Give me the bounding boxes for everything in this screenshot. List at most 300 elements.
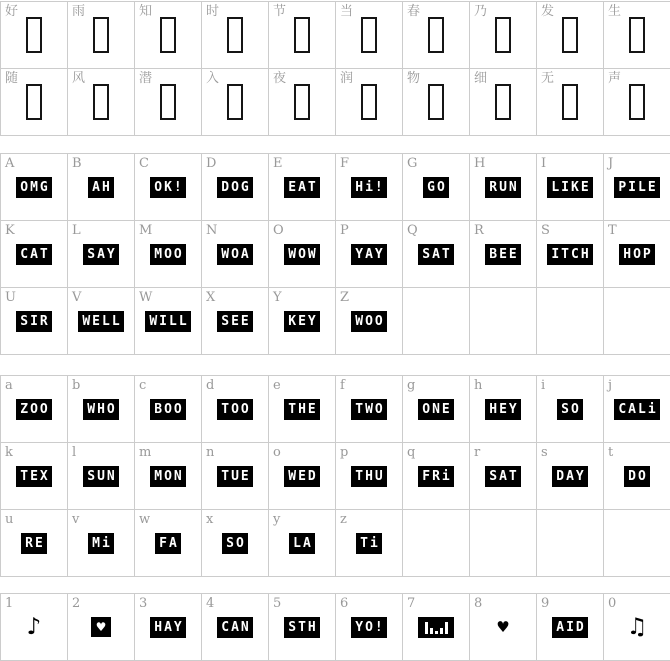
cell-label: G bbox=[407, 156, 418, 171]
cell-label: u bbox=[5, 512, 14, 527]
missing-glyph-box bbox=[428, 17, 444, 53]
glyph-area bbox=[202, 510, 268, 576]
glyph-area bbox=[537, 154, 603, 220]
charmap-cell bbox=[1, 443, 68, 510]
word-box-glyph: EAT bbox=[284, 177, 319, 198]
word-box-glyph: OMG bbox=[16, 177, 51, 198]
glyph-area bbox=[269, 443, 335, 509]
word-box-glyph: CAN bbox=[217, 617, 252, 638]
cell-label: z bbox=[340, 512, 347, 527]
cell-label: L bbox=[72, 223, 81, 238]
missing-glyph-box bbox=[26, 84, 42, 120]
charmap-cell bbox=[537, 69, 604, 136]
charmap-cell bbox=[269, 594, 336, 661]
word-box-glyph: STH bbox=[284, 617, 319, 638]
glyph-area bbox=[537, 69, 603, 135]
glyph-area bbox=[68, 288, 134, 354]
cell-label: v bbox=[72, 512, 80, 527]
glyph-area bbox=[68, 594, 134, 660]
cell-label: B bbox=[72, 156, 82, 171]
glyph-area bbox=[135, 288, 201, 354]
word-box-glyph: WOW bbox=[284, 244, 319, 265]
missing-glyph-box bbox=[495, 17, 511, 53]
glyph-area bbox=[68, 510, 134, 576]
charmap-cell bbox=[403, 288, 470, 355]
glyph-area bbox=[537, 2, 603, 68]
cell-label: 春 bbox=[407, 4, 421, 19]
cell-label: X bbox=[206, 290, 216, 305]
missing-glyph-box bbox=[361, 84, 377, 120]
cell-label: 发 bbox=[541, 4, 555, 19]
charmap-cell bbox=[269, 288, 336, 355]
cell-label: p bbox=[340, 445, 349, 460]
charmap-cell bbox=[135, 69, 202, 136]
word-box-glyph: PILE bbox=[614, 177, 659, 198]
charmap-cell bbox=[403, 376, 470, 443]
word-box-glyph: SEE bbox=[217, 311, 252, 332]
charmap-cell bbox=[470, 2, 537, 69]
word-box-glyph: THU bbox=[351, 466, 386, 487]
equalizer-bar bbox=[440, 628, 443, 634]
cell-label: 当 bbox=[340, 4, 354, 19]
glyph-area bbox=[1, 376, 67, 442]
glyph-area bbox=[1, 443, 67, 509]
charmap-cell bbox=[68, 510, 135, 577]
glyph-area bbox=[269, 510, 335, 576]
glyph-area bbox=[336, 154, 402, 220]
cell-label: 声 bbox=[608, 71, 622, 86]
missing-glyph-box bbox=[160, 17, 176, 53]
charmap-cell bbox=[68, 154, 135, 221]
cell-label: A bbox=[5, 156, 15, 171]
lowercase-block bbox=[0, 375, 670, 577]
charmap-cell bbox=[1, 221, 68, 288]
charmap-cell bbox=[202, 510, 269, 577]
word-box-glyph: ZOO bbox=[16, 399, 51, 420]
cell-label: Q bbox=[407, 223, 418, 238]
cell-label: r bbox=[474, 445, 481, 460]
word-box-glyph: AID bbox=[552, 617, 587, 638]
charmap-cell bbox=[604, 594, 670, 661]
charmap-cell bbox=[537, 221, 604, 288]
charmap-cell bbox=[403, 69, 470, 136]
glyph-area bbox=[269, 288, 335, 354]
glyph-area bbox=[336, 2, 402, 68]
word-box-glyph: FA bbox=[155, 533, 181, 554]
charmap-cell bbox=[470, 154, 537, 221]
charmap-cell bbox=[269, 443, 336, 510]
charmap-cell bbox=[135, 288, 202, 355]
cell-label: C bbox=[139, 156, 149, 171]
word-box-glyph: Mi bbox=[88, 533, 114, 554]
glyph-area bbox=[537, 594, 603, 660]
charmap-cell bbox=[202, 154, 269, 221]
word-box-glyph: WED bbox=[284, 466, 319, 487]
cell-label: T bbox=[608, 223, 617, 238]
charmap-cell bbox=[135, 443, 202, 510]
cell-label: 3 bbox=[139, 596, 148, 611]
word-box-glyph: KEY bbox=[284, 311, 319, 332]
cell-label: e bbox=[273, 378, 281, 393]
glyph-area bbox=[1, 2, 67, 68]
word-box-glyph: WOA bbox=[217, 244, 252, 265]
glyph-area bbox=[269, 69, 335, 135]
charmap-cell bbox=[336, 594, 403, 661]
cell-label: H bbox=[474, 156, 486, 171]
charmap-cell bbox=[68, 443, 135, 510]
missing-glyph-box bbox=[562, 17, 578, 53]
cell-label: 2 bbox=[72, 596, 81, 611]
glyph-area bbox=[269, 2, 335, 68]
charmap-cell bbox=[68, 288, 135, 355]
cell-label: j bbox=[608, 378, 613, 393]
word-box-glyph: SAT bbox=[418, 244, 453, 265]
charmap-cell bbox=[269, 510, 336, 577]
charmap-cell bbox=[537, 288, 604, 355]
charmap-cell bbox=[269, 69, 336, 136]
uppercase-block bbox=[0, 153, 670, 355]
cell-label: c bbox=[139, 378, 147, 393]
charmap-cell bbox=[1, 510, 68, 577]
glyph-area bbox=[470, 154, 536, 220]
charmap-cell bbox=[135, 510, 202, 577]
cell-label: U bbox=[5, 290, 16, 305]
charmap-cell bbox=[336, 154, 403, 221]
glyph-area bbox=[135, 594, 201, 660]
cell-label: s bbox=[541, 445, 548, 460]
glyph-area bbox=[269, 594, 335, 660]
cell-label: Y bbox=[273, 290, 282, 305]
word-box-glyph: MON bbox=[150, 466, 185, 487]
word-box-glyph: BEE bbox=[485, 244, 520, 265]
glyph-area bbox=[68, 2, 134, 68]
word-box-glyph: TEX bbox=[16, 466, 51, 487]
glyph-area bbox=[604, 69, 670, 135]
word-box-glyph: RE bbox=[21, 533, 47, 554]
charmap-cell bbox=[537, 594, 604, 661]
charmap-cell bbox=[269, 221, 336, 288]
missing-glyph-box bbox=[361, 17, 377, 53]
equalizer-box-glyph bbox=[418, 617, 454, 638]
missing-glyph-box bbox=[227, 84, 243, 120]
word-box-glyph: FRi bbox=[418, 466, 453, 487]
word-box-glyph: SAT bbox=[485, 466, 520, 487]
glyph-area bbox=[604, 443, 670, 509]
cell-label: i bbox=[541, 378, 546, 393]
word-box-glyph: MOO bbox=[150, 244, 185, 265]
cell-label: 节 bbox=[273, 4, 287, 19]
charmap-cell bbox=[470, 221, 537, 288]
charmap-cell bbox=[68, 69, 135, 136]
word-box-glyph: CAT bbox=[16, 244, 51, 265]
glyph-area bbox=[403, 594, 469, 660]
glyph-area bbox=[68, 154, 134, 220]
cell-label: 乃 bbox=[474, 4, 488, 19]
cell-label: P bbox=[340, 223, 349, 238]
glyph-area bbox=[202, 376, 268, 442]
glyph-area bbox=[403, 154, 469, 220]
glyph-area bbox=[202, 154, 268, 220]
cell-label: q bbox=[407, 445, 416, 460]
glyph-area bbox=[336, 510, 402, 576]
cell-label: 随 bbox=[5, 71, 19, 86]
charmap-cell bbox=[1, 288, 68, 355]
glyph-area bbox=[1, 154, 67, 220]
charmap-cell bbox=[537, 510, 604, 577]
charmap-cell bbox=[202, 376, 269, 443]
charmap-cell bbox=[403, 154, 470, 221]
charmap-cell bbox=[537, 2, 604, 69]
glyph-area bbox=[604, 594, 670, 660]
word-box-glyph: SUN bbox=[83, 466, 118, 487]
charmap-cell bbox=[604, 69, 670, 136]
glyph-area bbox=[135, 69, 201, 135]
cell-label: R bbox=[474, 223, 484, 238]
charmap-cell bbox=[68, 594, 135, 661]
cell-label: S bbox=[541, 223, 550, 238]
missing-glyph-box bbox=[495, 84, 511, 120]
glyph-area bbox=[1, 594, 67, 660]
cell-label: 润 bbox=[340, 71, 354, 86]
charmap-cell bbox=[1, 154, 68, 221]
cell-label: t bbox=[608, 445, 614, 460]
word-box-glyph: Hi! bbox=[351, 177, 386, 198]
glyph-area bbox=[604, 2, 670, 68]
glyph-area bbox=[403, 69, 469, 135]
missing-glyph-box bbox=[294, 84, 310, 120]
cell-label: f bbox=[340, 378, 345, 393]
charmap-cell bbox=[202, 594, 269, 661]
missing-glyph-box bbox=[227, 17, 243, 53]
glyph-area bbox=[403, 2, 469, 68]
word-box-glyph: SIR bbox=[16, 311, 51, 332]
cell-label: O bbox=[273, 223, 284, 238]
word-box-glyph: THE bbox=[284, 399, 319, 420]
glyph-area bbox=[1, 510, 67, 576]
glyph-area bbox=[1, 221, 67, 287]
glyph-area bbox=[269, 221, 335, 287]
charmap-cell bbox=[470, 443, 537, 510]
charmap-cell bbox=[470, 69, 537, 136]
glyph-area bbox=[604, 154, 670, 220]
charmap-cell bbox=[135, 2, 202, 69]
cell-label: 风 bbox=[72, 71, 86, 86]
word-box-glyph: OK! bbox=[150, 177, 185, 198]
missing-glyph-box bbox=[629, 84, 645, 120]
equalizer-bar bbox=[435, 631, 438, 634]
charmap-cell bbox=[135, 594, 202, 661]
charmap-cell bbox=[1, 69, 68, 136]
cell-label: k bbox=[5, 445, 13, 460]
equalizer-bar bbox=[445, 622, 448, 634]
glyph-area bbox=[537, 443, 603, 509]
cell-label: 时 bbox=[206, 4, 220, 19]
glyph-area bbox=[336, 288, 402, 354]
word-box-glyph: HEY bbox=[485, 399, 520, 420]
word-box-glyph: DOG bbox=[217, 177, 252, 198]
charmap-cell bbox=[604, 2, 670, 69]
word-box-glyph: WHO bbox=[83, 399, 118, 420]
glyph-area bbox=[135, 2, 201, 68]
missing-glyph-box bbox=[428, 84, 444, 120]
glyph-area bbox=[470, 69, 536, 135]
glyph-area bbox=[336, 376, 402, 442]
cell-label: 8 bbox=[474, 596, 483, 611]
cell-label: 知 bbox=[139, 4, 153, 19]
word-box-glyph: SO bbox=[557, 399, 583, 420]
glyph-area bbox=[202, 221, 268, 287]
word-box-glyph: WOO bbox=[351, 311, 386, 332]
word-box-glyph: AH bbox=[88, 177, 114, 198]
glyph-area bbox=[202, 288, 268, 354]
word-box-glyph: TUE bbox=[217, 466, 252, 487]
missing-glyph-box bbox=[93, 17, 109, 53]
cell-label: V bbox=[72, 290, 82, 305]
missing-glyph-box bbox=[93, 84, 109, 120]
charmap-cell bbox=[202, 69, 269, 136]
word-box-glyph: LA bbox=[289, 533, 315, 554]
glyph-area bbox=[1, 288, 67, 354]
cell-label: o bbox=[273, 445, 281, 460]
equalizer-bar bbox=[425, 622, 428, 634]
cell-label: d bbox=[206, 378, 215, 393]
glyph-area bbox=[336, 221, 402, 287]
cell-label: D bbox=[206, 156, 217, 171]
charmap-cell bbox=[537, 443, 604, 510]
charmap-cell bbox=[269, 376, 336, 443]
charmap-cell bbox=[604, 288, 670, 355]
cell-label: 入 bbox=[206, 71, 220, 86]
cell-label: n bbox=[206, 445, 215, 460]
cell-label: 5 bbox=[273, 596, 282, 611]
word-box-glyph: ITCH bbox=[547, 244, 592, 265]
charmap-cell bbox=[604, 510, 670, 577]
glyph-area bbox=[336, 69, 402, 135]
cell-label: Z bbox=[340, 290, 350, 305]
cell-label: m bbox=[139, 445, 152, 460]
cell-label: 无 bbox=[541, 71, 555, 86]
glyph-area bbox=[403, 221, 469, 287]
charmap-cell bbox=[403, 221, 470, 288]
word-box-glyph: HAY bbox=[150, 617, 185, 638]
charmap-cell bbox=[403, 510, 470, 577]
cell-label: 0 bbox=[608, 596, 617, 611]
glyph-area bbox=[604, 221, 670, 287]
charmap-cell bbox=[336, 2, 403, 69]
glyph-area bbox=[470, 2, 536, 68]
heart-box-glyph: ♥ bbox=[91, 617, 112, 637]
word-box-glyph: YO! bbox=[351, 617, 386, 638]
charmap-cell bbox=[336, 221, 403, 288]
missing-glyph-box bbox=[160, 84, 176, 120]
hanzi-sample-block bbox=[0, 1, 670, 136]
charmap-cell bbox=[470, 288, 537, 355]
charmap-cell bbox=[68, 221, 135, 288]
glyph-area bbox=[202, 594, 268, 660]
cell-label: 4 bbox=[206, 596, 215, 611]
charmap-cell bbox=[202, 2, 269, 69]
word-box-glyph: HOP bbox=[619, 244, 654, 265]
character-map bbox=[0, 1, 670, 661]
word-box-glyph: RUN bbox=[485, 177, 520, 198]
glyph-area bbox=[135, 510, 201, 576]
cell-label: b bbox=[72, 378, 81, 393]
charmap-cell bbox=[336, 443, 403, 510]
glyph-area bbox=[269, 376, 335, 442]
beamed-notes-icon: ♫ bbox=[626, 613, 648, 640]
glyph-area bbox=[68, 376, 134, 442]
cell-label: 生 bbox=[608, 4, 622, 19]
glyph-area bbox=[537, 376, 603, 442]
charmap-cell bbox=[269, 2, 336, 69]
cell-label: l bbox=[72, 445, 77, 460]
charmap-cell bbox=[604, 376, 670, 443]
cell-label: 物 bbox=[407, 71, 421, 86]
charmap-cell bbox=[1, 594, 68, 661]
charmap-cell bbox=[470, 594, 537, 661]
glyph-area bbox=[68, 69, 134, 135]
charmap-cell bbox=[1, 376, 68, 443]
cell-label: 细 bbox=[474, 71, 488, 86]
missing-glyph-box bbox=[294, 17, 310, 53]
glyph-area bbox=[135, 376, 201, 442]
glyph-area bbox=[470, 594, 536, 660]
charmap-cell bbox=[336, 288, 403, 355]
cell-label: J bbox=[608, 156, 614, 171]
charmap-cell bbox=[336, 376, 403, 443]
glyph-area bbox=[135, 154, 201, 220]
word-box-glyph: GO bbox=[423, 177, 449, 198]
cell-label: h bbox=[474, 378, 483, 393]
cell-label: a bbox=[5, 378, 13, 393]
word-box-glyph: TWO bbox=[351, 399, 386, 420]
glyph-area bbox=[403, 376, 469, 442]
charmap-cell bbox=[135, 376, 202, 443]
charmap-cell bbox=[403, 2, 470, 69]
charmap-cell bbox=[135, 221, 202, 288]
cell-label: 9 bbox=[541, 596, 550, 611]
glyph-area bbox=[470, 376, 536, 442]
charmap-cell bbox=[537, 376, 604, 443]
cell-label: w bbox=[139, 512, 151, 527]
cell-label: 6 bbox=[340, 596, 349, 611]
missing-glyph-box bbox=[629, 17, 645, 53]
charmap-cell bbox=[604, 443, 670, 510]
cell-label: g bbox=[407, 378, 416, 393]
heart-icon: ♥ bbox=[496, 617, 510, 636]
charmap-cell bbox=[604, 221, 670, 288]
charmap-cell bbox=[470, 510, 537, 577]
charmap-cell bbox=[403, 594, 470, 661]
cell-label: F bbox=[340, 156, 350, 171]
cell-label: 雨 bbox=[72, 4, 86, 19]
word-box-glyph: LIKE bbox=[547, 177, 592, 198]
charmap-cell bbox=[269, 154, 336, 221]
glyph-area bbox=[336, 443, 402, 509]
word-box-glyph: ONE bbox=[418, 399, 453, 420]
charmap-cell bbox=[336, 510, 403, 577]
eighth-note-icon: ♪ bbox=[26, 613, 42, 640]
cell-label: 好 bbox=[5, 4, 19, 19]
glyph-area bbox=[537, 221, 603, 287]
missing-glyph-box bbox=[26, 17, 42, 53]
glyph-area bbox=[269, 154, 335, 220]
glyph-area bbox=[135, 221, 201, 287]
charmap-cell bbox=[68, 2, 135, 69]
cell-label: 7 bbox=[407, 596, 416, 611]
glyph-area bbox=[135, 443, 201, 509]
glyph-area bbox=[1, 69, 67, 135]
